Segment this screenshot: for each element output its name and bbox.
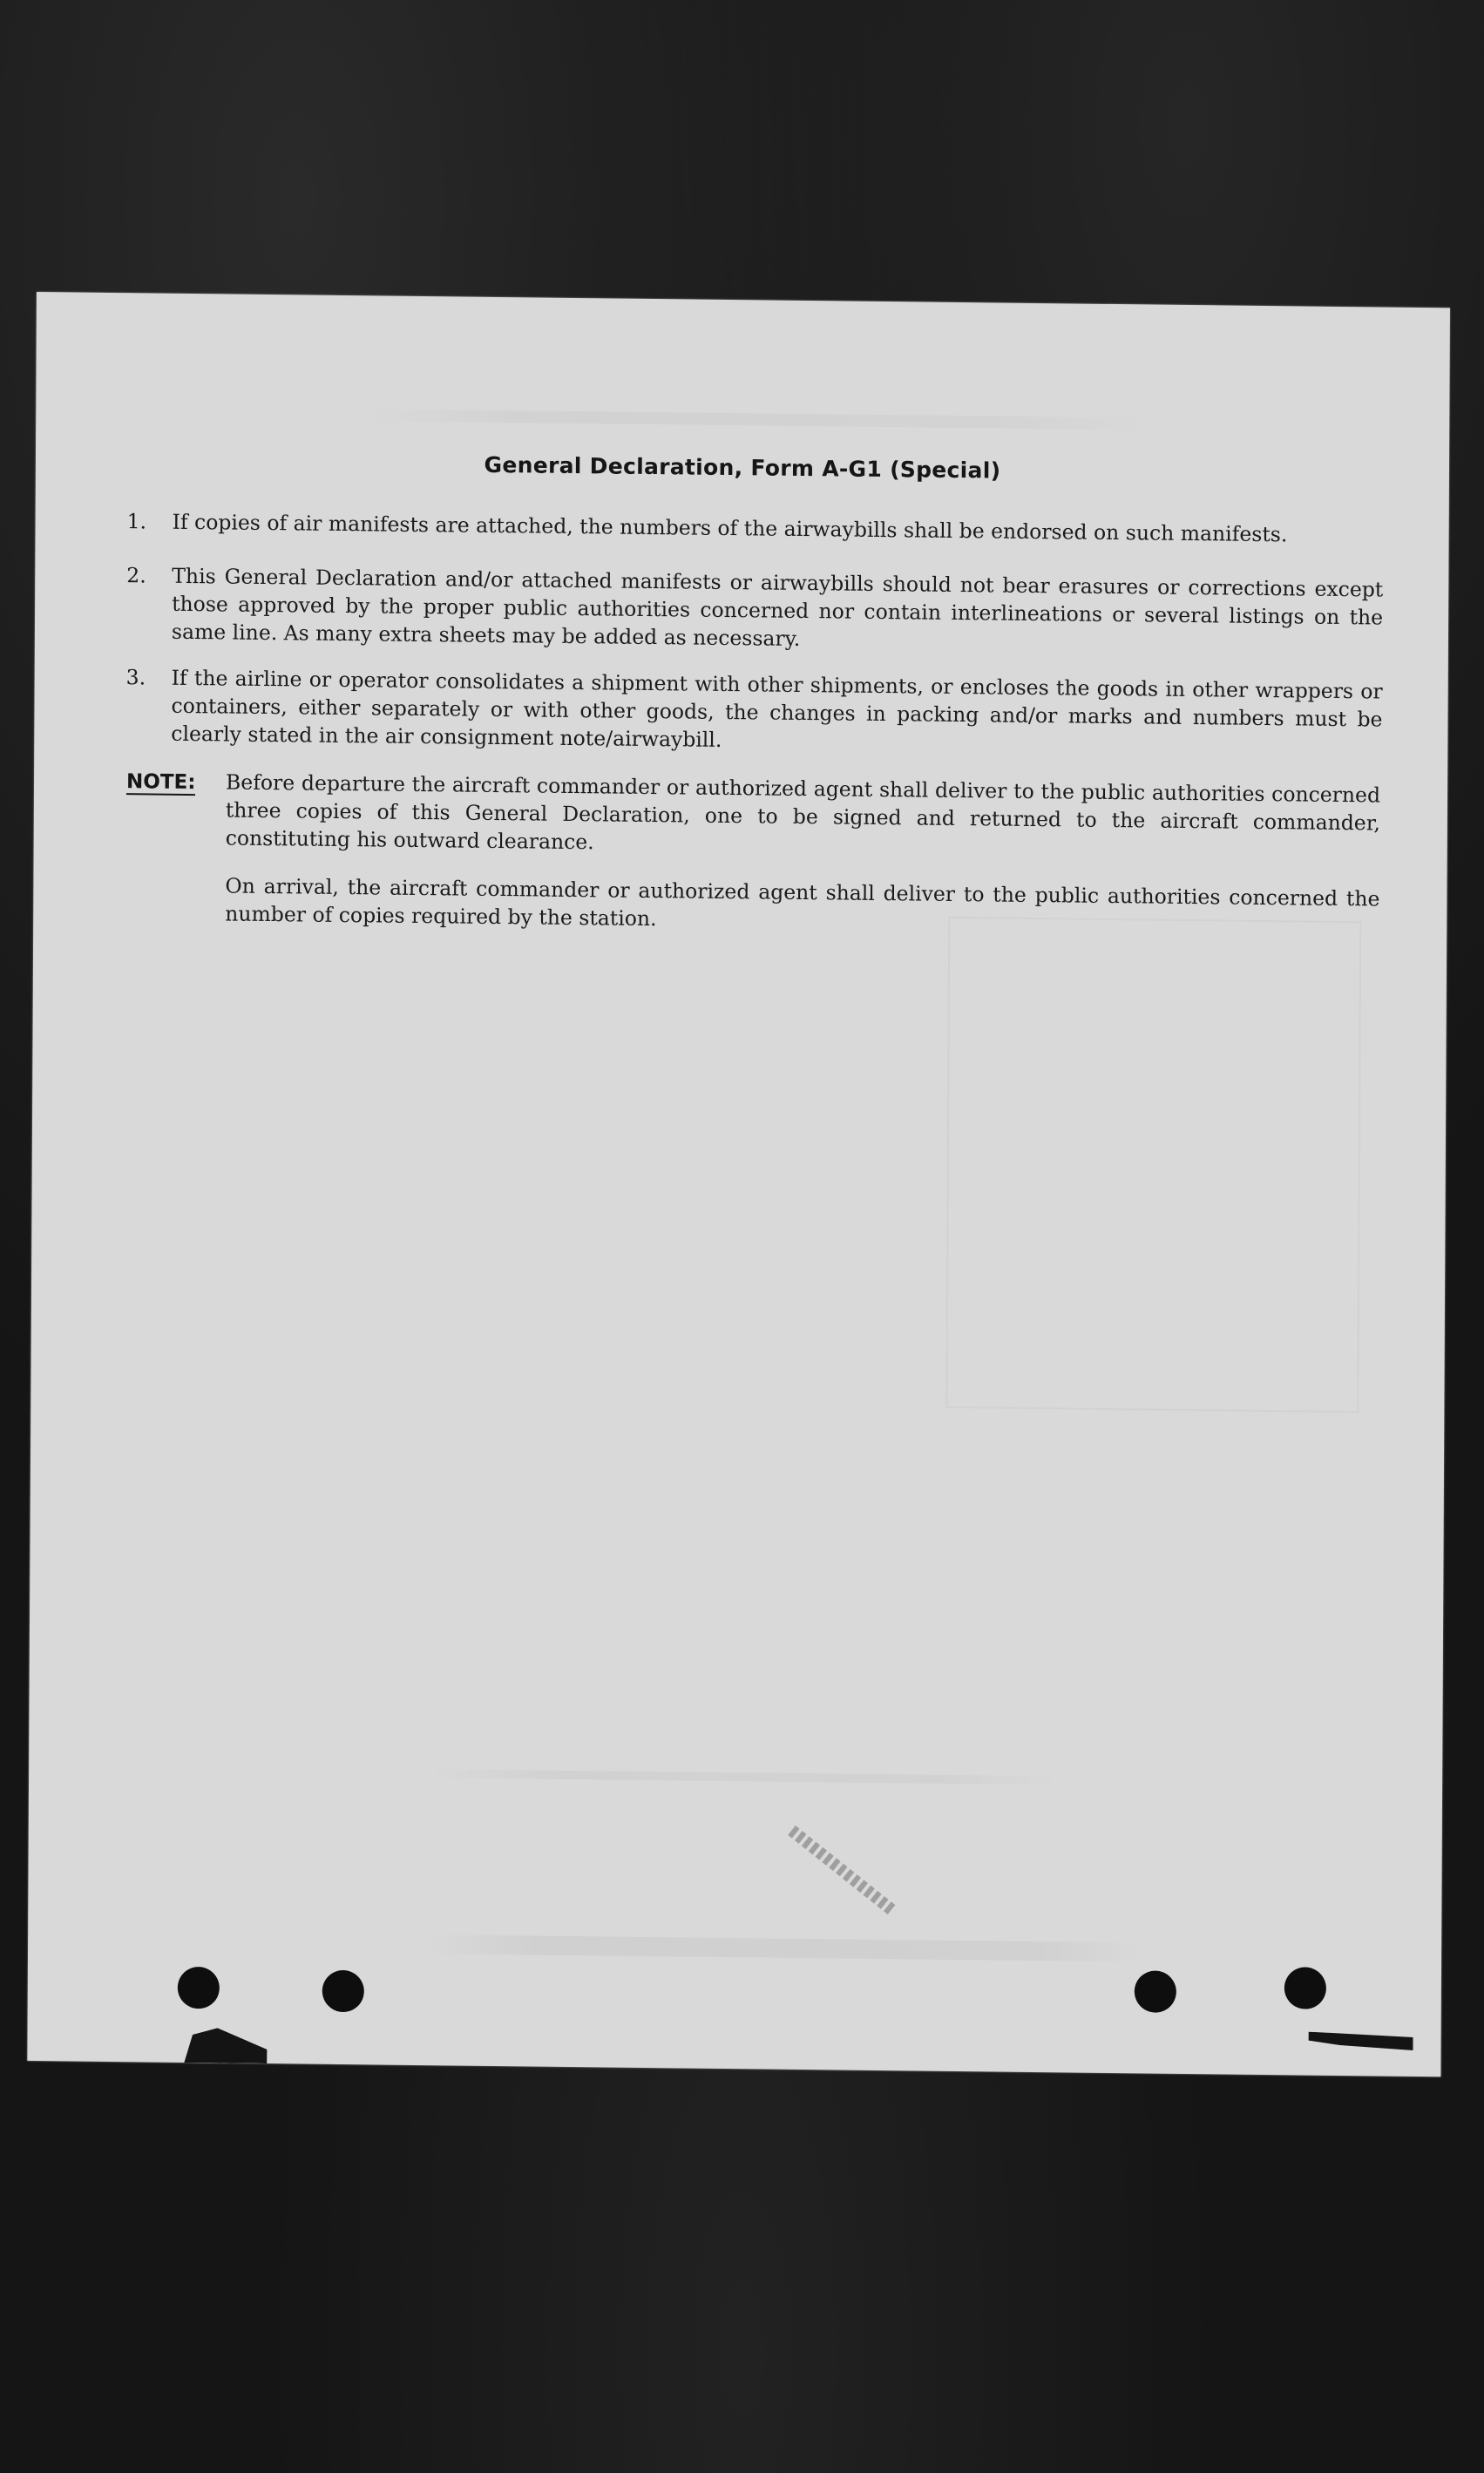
note-paragraph: Before departure the aircraft commander or authorized agent shall deliver to the public authorities concerned three copies of this General Declaration, one to be signed and returned to the aircraft commander, constituting his outward clearance.	[225, 769, 1381, 855]
item-text: This General Declaration and/or attached manifests or airwaybills should not bear erasures or corrections except those approved by the proper public authorities concerned nor contain interlineations or several listings on the same line. As many extra sheets may be added as necessary.	[171, 563, 1384, 651]
bleed-through-box	[945, 917, 1361, 1413]
note-paragraph: On arrival, the aircraft commander or authorized agent shall deliver to the public authorities concerned the number of copies required by the station.	[225, 873, 1380, 932]
item-text: If the airline or operator consolidates a shipment with other shipments, or encloses the goods in other wrappers or containers, either separately or with other goods, the changes in packing and/or marks and numbers must be clearly stated in the air consignment note/airwaybill.	[171, 665, 1383, 752]
list-item	[127, 507, 1382, 552]
torn-edge	[184, 2028, 267, 2063]
bleed-through-line	[430, 1769, 1057, 1785]
bleed-through-line	[367, 409, 1151, 430]
stamp-mark	[774, 1826, 898, 1934]
torn-edge	[1308, 2032, 1413, 2077]
item-text: If copies of air manifests are attached, the numbers of the airwaybills shall be endorsed on such manifests.	[172, 509, 1288, 547]
list-item	[125, 663, 1381, 764]
document-sheet	[27, 292, 1450, 2077]
punch-hole	[178, 1967, 220, 2009]
list-item	[126, 561, 1382, 662]
item-number: 2.	[126, 563, 146, 588]
punch-hole	[1135, 1970, 1176, 2013]
bleed-through-line	[429, 1934, 1143, 1961]
document-title: General Declaration, Form A-G1 (Special)	[484, 451, 1001, 484]
punch-hole	[1284, 1967, 1326, 2009]
item-number: 3.	[125, 665, 146, 690]
item-number: 1.	[126, 509, 147, 534]
punch-hole	[322, 1970, 364, 2013]
note-label: NOTE:	[125, 770, 196, 795]
